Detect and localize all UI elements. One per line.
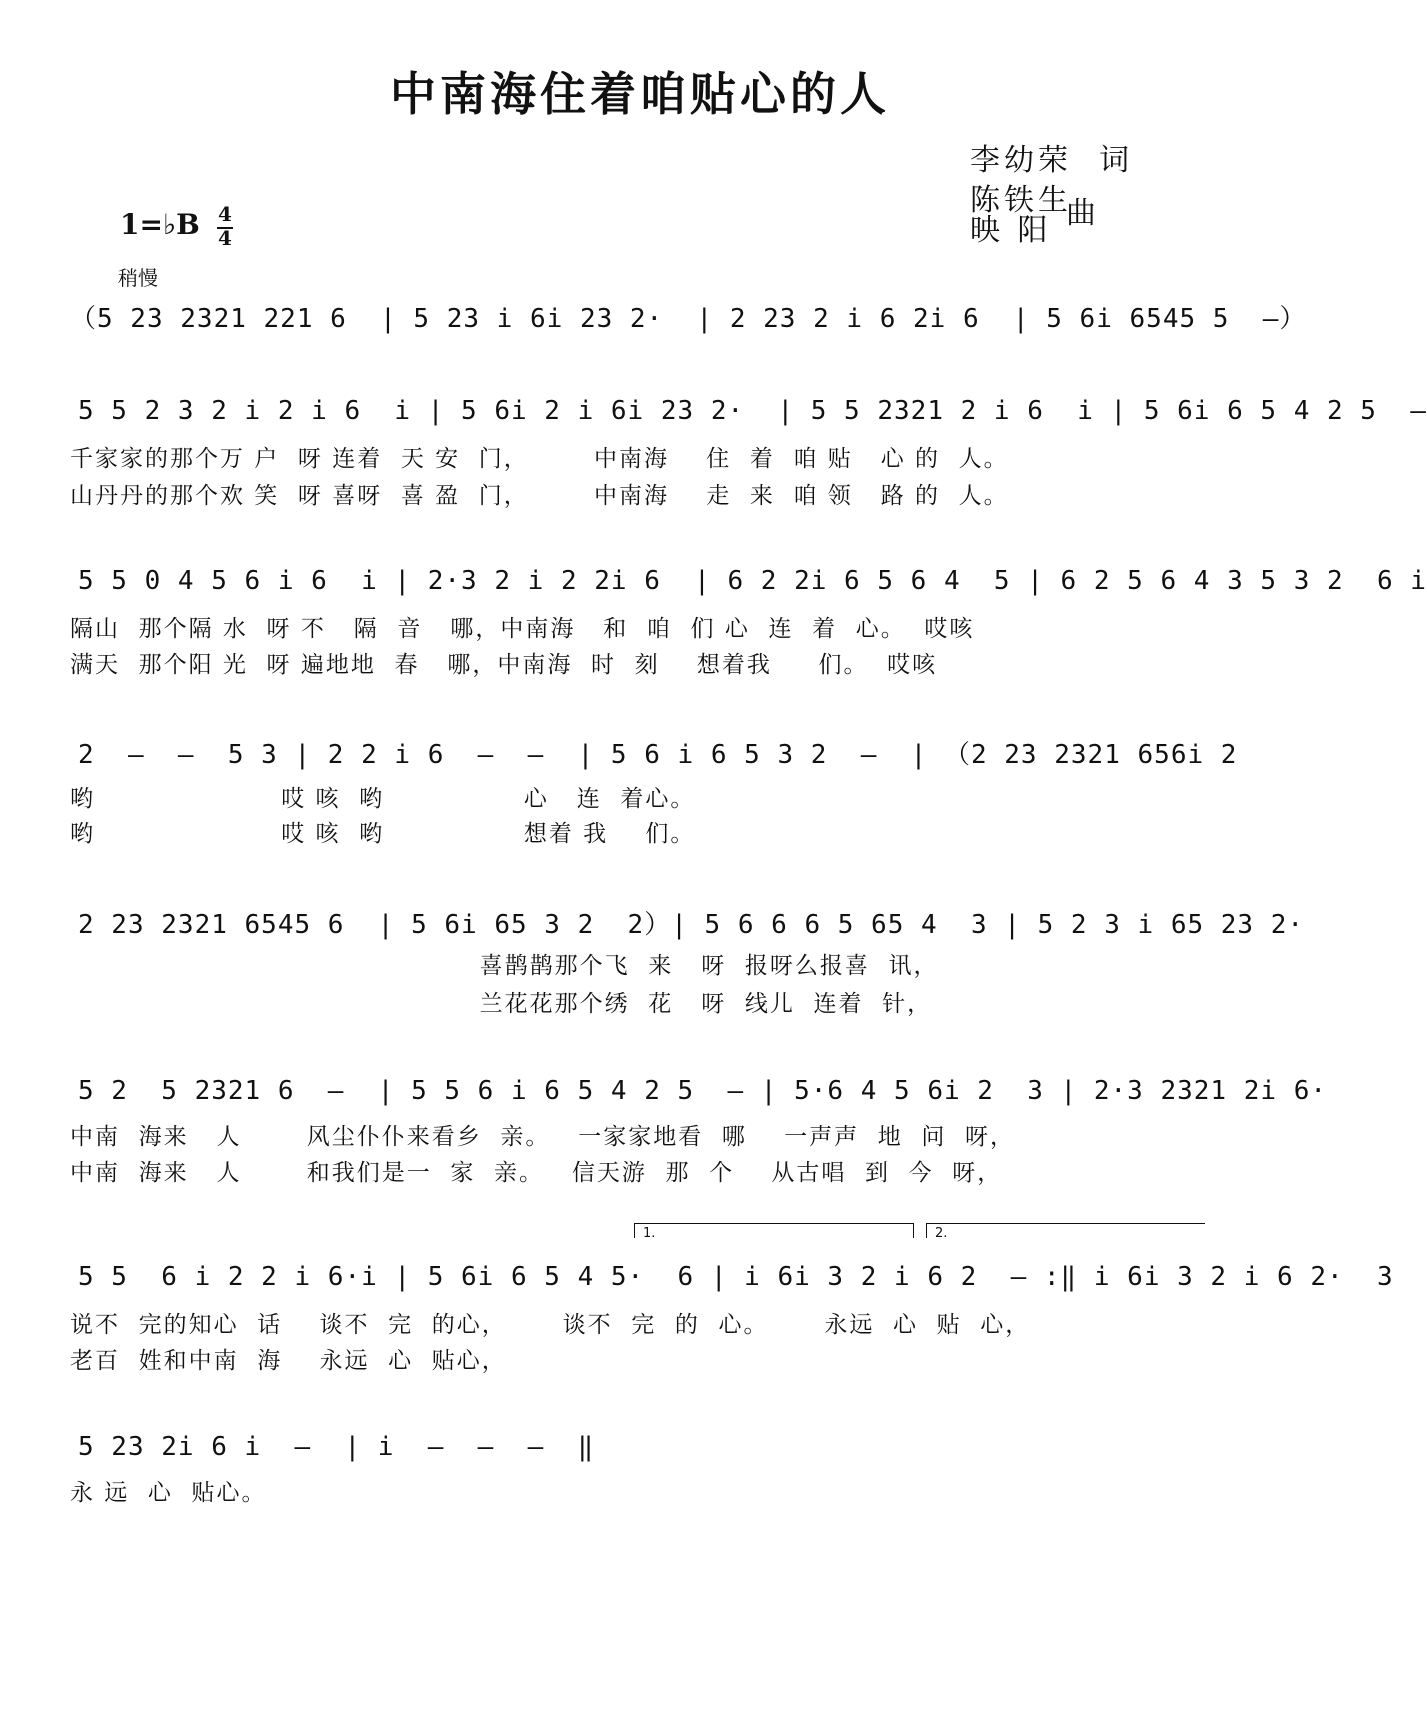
lyric-line-4-verse-1: 哟 哎 咳 哟 心 连 着心。 — [70, 786, 696, 812]
credit-role: 词 — [1099, 143, 1130, 178]
lyric-line-2-verse-1: 千家家的那个万 户 呀 连着 天 安 门， 中南海 住 着 咱 贴 心 的 人。 — [70, 446, 1009, 472]
credit-composer-role: 曲 — [1066, 196, 1096, 231]
lyric-line-3-verse-2: 满天 那个阳 光 呀 遍地地 春 哪，中南海 时 刻 想着我 们。 哎咳 — [70, 652, 938, 678]
notation-line-2: 5 5 2 3 2 i 2 i 6 i | 5 6i 2 i 6i 23 2· | 5 5 2321 2 i 6 i | 5 6i 6 5 4 2 5 – — [78, 396, 1427, 426]
meter-bottom: 4 — [218, 226, 232, 250]
credit-name: 李幼荣 — [970, 143, 1072, 178]
notation-line-6: 5 2 5 2321 6 – | 5 5 6 i 6 5 4 2 5 – | 5·6 4 5 6i 2 3 | 2·3 2321 2i 6· — [78, 1076, 1327, 1106]
notation-line-1: （5 23 2321 221 6 | 5 23 i 6i 23 2· | 2 23 2 i 6 2i 6 | 5 6i 6545 5 –） — [70, 304, 1307, 334]
notation-line-7: 5 5 6 i 2 2 i 6·i | 5 6i 6 5 4 5· 6 | i 6i 3 2 i 6 2 – :‖ i 6i 3 2 i 6 2· 3 — [78, 1262, 1394, 1292]
lyric-line-5-verse-2: 兰花花那个绣 花 呀 线儿 连着 针， — [70, 991, 933, 1017]
notation-line-3: 5 5 0 4 5 6 i 6 i | 2·3 2 i 2 2i 6 | 6 2 2i 6 5 6 4 5 | 6 2 5 6 4 3 5 3 2 6 i — [78, 566, 1427, 596]
lyric-line-4-verse-2: 哟 哎 咳 哟 想着 我 们。 — [70, 821, 696, 847]
page-title: 中南海住着咱贴心的人 — [390, 67, 890, 121]
notation-line-5: 2 23 2321 6545 6 | 5 6i 65 3 2 2）| 5 6 6 6 5 65 4 3 | 5 2 3 i 65 23 2· — [78, 910, 1305, 940]
second-ending-bracket — [926, 1223, 1205, 1241]
lyric-line-6-verse-2: 中南 海来 人 和我们是一 家 亲。 信天游 那 个 从古唱 到 今 呀， — [70, 1160, 1003, 1186]
lyric-line-8-verse-1: 永 远 心 贴心。 — [70, 1480, 267, 1506]
lyric-line-6-verse-1: 中南 海来 人 风尘仆仆来看乡 亲。 一家家地看 哪 一声声 地 问 呀， — [70, 1124, 1016, 1150]
first-ending-bracket — [634, 1223, 914, 1241]
credit-name: 映 阳 — [970, 213, 1052, 248]
credit-name: 陈铁生 — [970, 183, 1072, 218]
lyric-line-3-verse-1: 隔山 那个隔 水 呀 不 隔 音 哪，中南海 和 咱 们 心 连 着 心。 哎咳 — [70, 616, 975, 642]
lyric-line-7-verse-1: 说不 完的知心 话 谈不 完 的心， 谈不 完 的 心。 永远 心 贴 心， — [70, 1312, 1031, 1338]
second-ending-label: 2. — [935, 1226, 948, 1241]
lyric-line-7-verse-2: 老百 姓和中南 海 永远 心 贴心， — [70, 1348, 507, 1374]
meter-top: 4 — [218, 202, 232, 226]
first-ending-label: 1. — [643, 1226, 656, 1241]
notation-line-4: 2 – – 5 3 | 2 2 i 6 – – | 5 6 i 6 5 3 2 – | （2 23 2321 656i 2 — [78, 740, 1238, 770]
lyric-line-5-verse-1: 喜鹊鹊那个飞 来 呀 报呀么报喜 讯， — [70, 953, 939, 979]
key-signature: 1=♭B — [120, 208, 200, 241]
notation-line-8: 5 23 2i 6 i – | i – – – ‖ — [78, 1432, 595, 1462]
lyric-line-2-verse-2: 山丹丹的那个欢 笑 呀 喜呀 喜 盈 门， 中南海 走 来 咱 领 路 的 人。 — [70, 483, 1009, 509]
tempo-marking: 稍慢 — [118, 266, 158, 290]
